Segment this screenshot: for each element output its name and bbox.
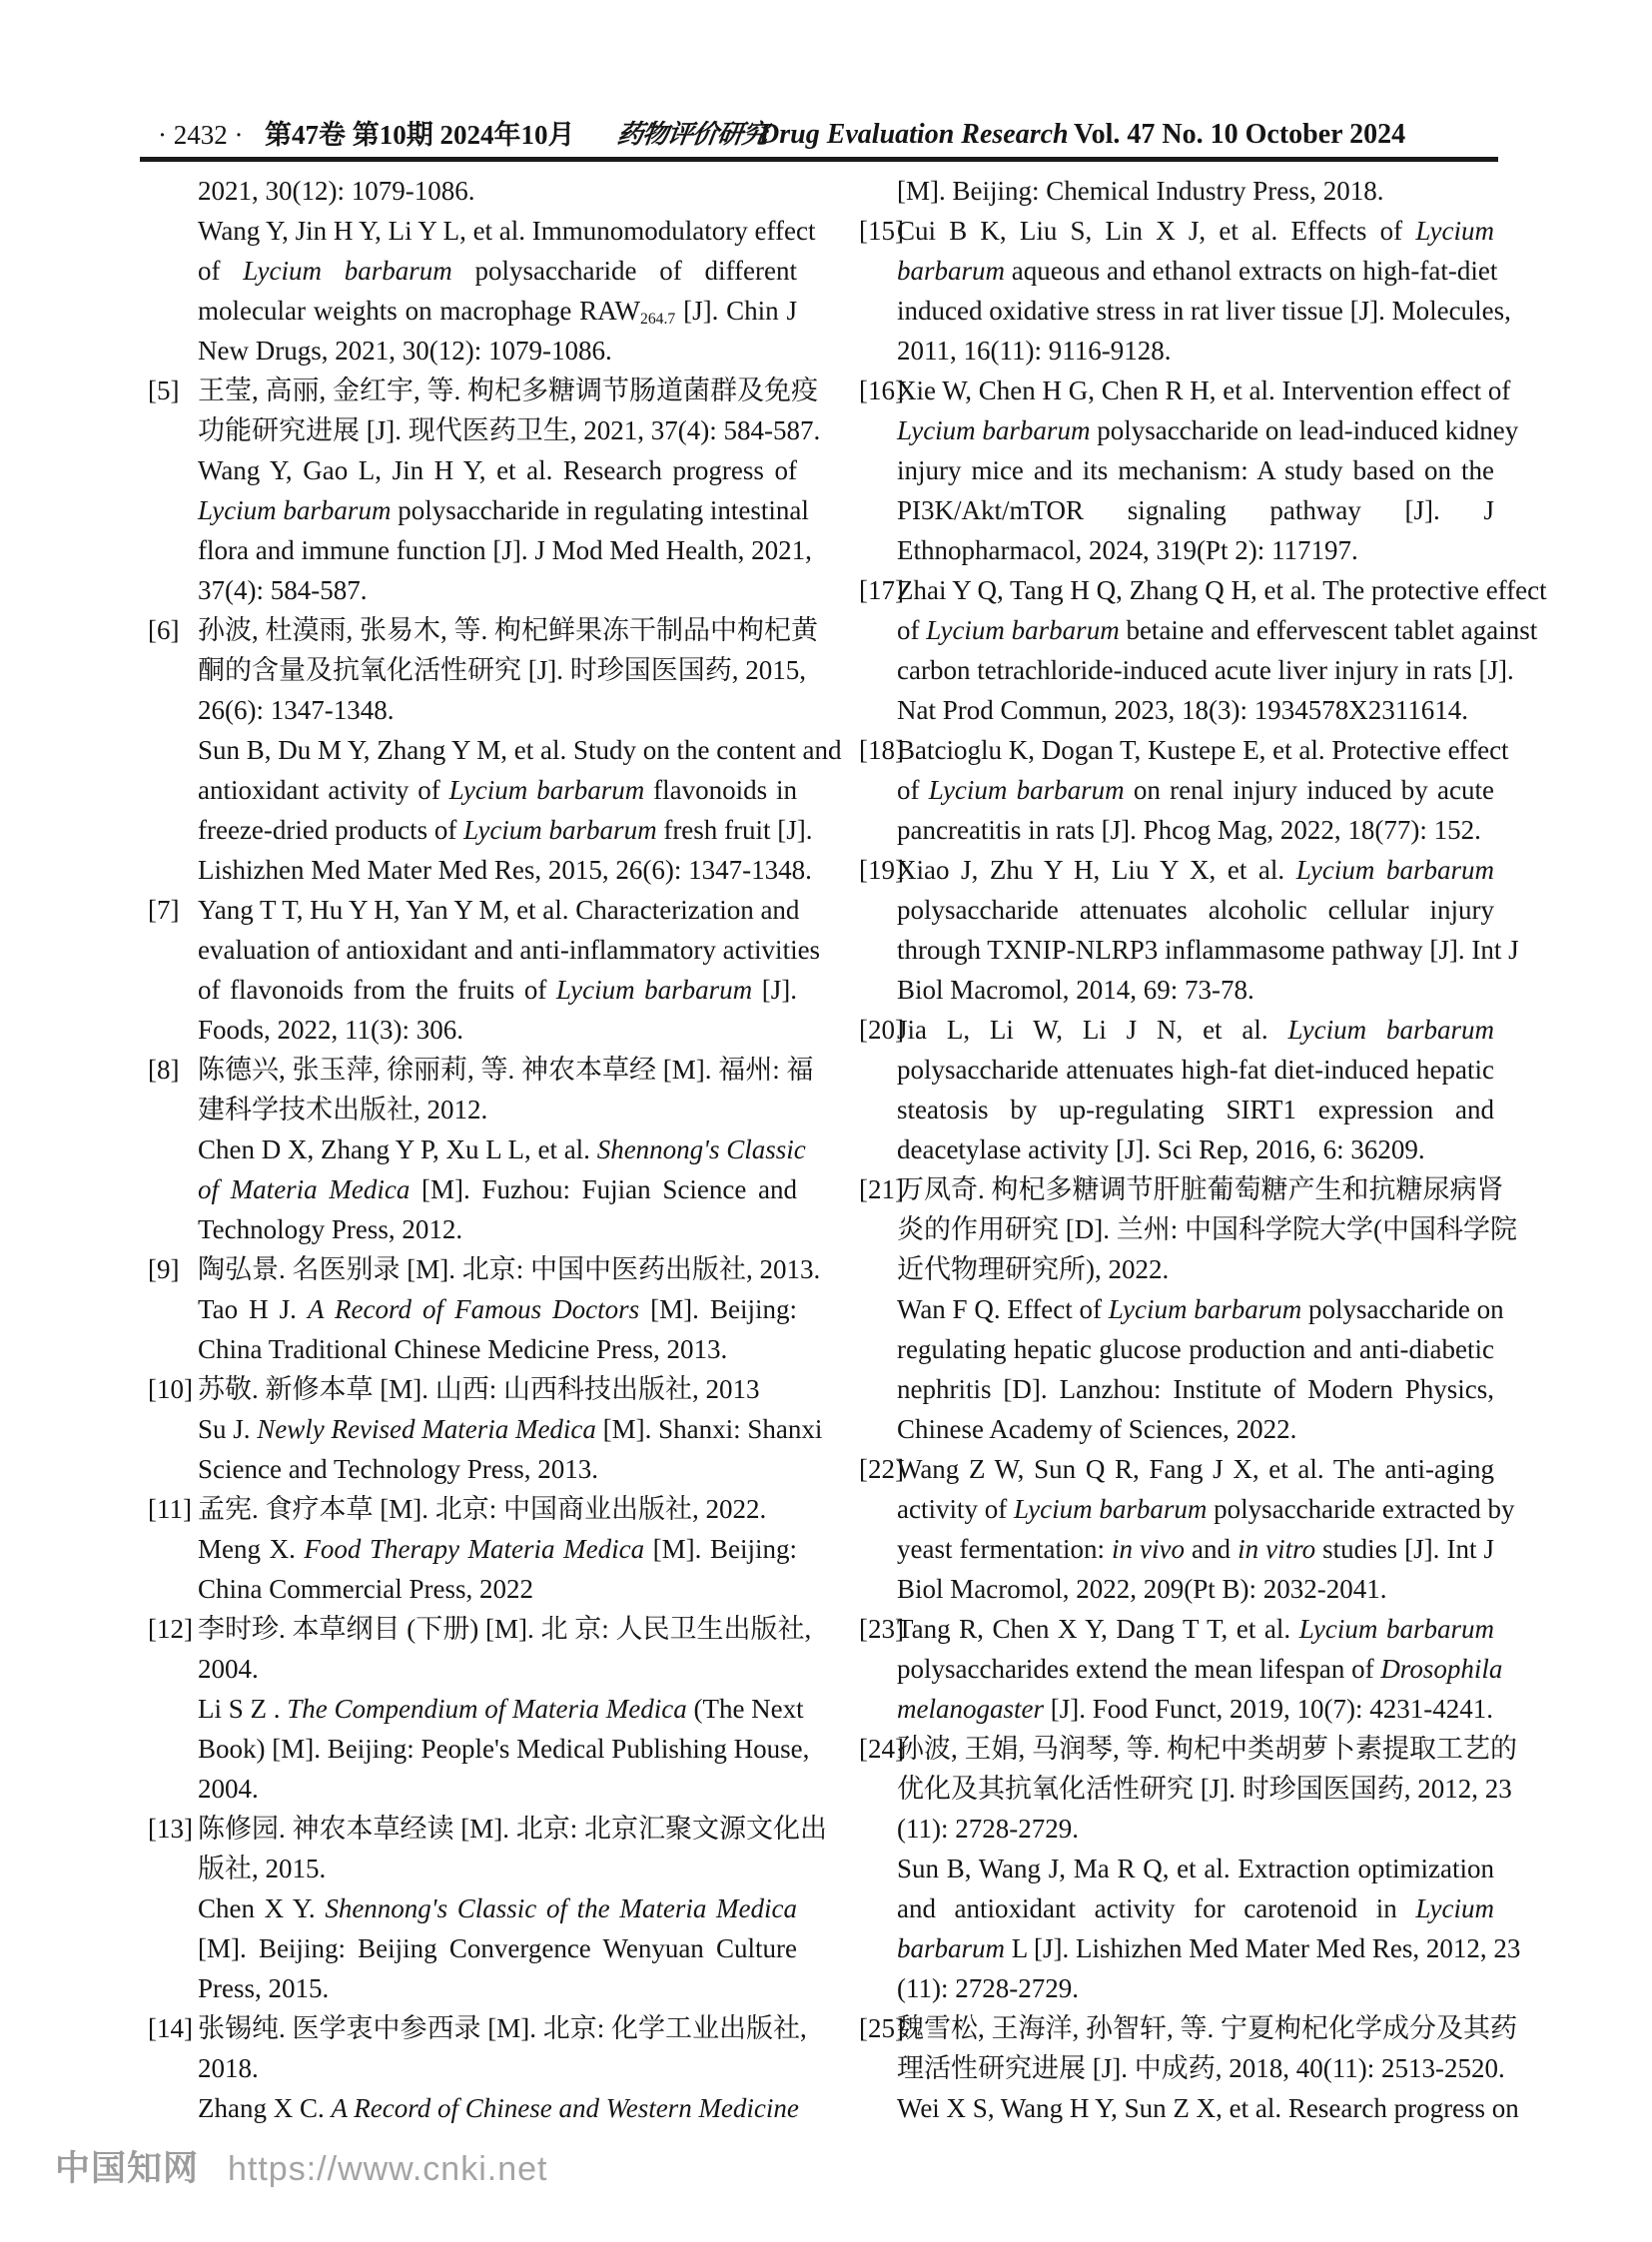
reference-line: [9] 陶弘景. 名医别录 [M]. 北京: 中国中医药出版社, 2013. — [198, 1249, 797, 1289]
reference-line: Foods, 2022, 11(3): 306. — [198, 1015, 464, 1045]
reference-line: Sun B, Du M Y, Zhang Y M, et al. Study on the content and — [198, 735, 842, 765]
reference-line: regulating hepatic glucose production and anti-diabetic — [897, 1334, 1494, 1364]
reference-line: Press, 2015. — [198, 1973, 330, 2003]
reference-line: [17]Zhai Y Q, Tang H Q, Zhang Q H, et al. The protective effect — [897, 570, 1494, 610]
reference-entry — [859, 730, 1509, 850]
reference-line: [22]Wang Z W, Sun Q R, Fang J X, et al. The anti-aging — [897, 1449, 1494, 1489]
reference-number: [7] — [148, 895, 180, 925]
reference-line: [13] 陈修园. 神农本草经读 [M]. 北京: 北京汇聚文源文化出 — [198, 1809, 797, 1849]
reference-entry — [859, 171, 1494, 211]
reference-line: Chen D X, Zhang Y P, Xu L L, et al. Shennong's Classic — [198, 1134, 806, 1164]
reference-line: barbarum aqueous and ethanol extracts on high-fat-diet — [897, 256, 1498, 286]
reference-entry — [148, 1609, 812, 1689]
reference-line: Chinese Academy of Sciences, 2022. — [897, 1414, 1297, 1444]
reference-entry — [148, 1689, 810, 1809]
reference-line: carbon tetrachloride-induced acute liver injury in rats [J]. — [897, 655, 1514, 685]
reference-entry — [148, 1289, 797, 1369]
reference-line: PI3K/Akt/mTOR signaling pathway [J]. J — [897, 495, 1494, 525]
reference-line: 2018. — [198, 2053, 259, 2083]
reference-line: [6] 孙波, 杜漠雨, 张易木, 等. 枸杞鲜果冻干制品中枸杞黄 — [198, 610, 797, 650]
reference-line: induced oxidative stress in rat liver tissue [J]. Molecules, — [897, 296, 1511, 326]
reference-line: Technology Press, 2012. — [198, 1214, 463, 1244]
reference-line: 理活性研究进展 [J]. 中成药, 2018, 40(11): 2513-2520. — [897, 2053, 1505, 2083]
reference-number: [13] — [148, 1814, 193, 1844]
reference-line: of Lycium barbarum betaine and effervescent tablet against — [897, 615, 1538, 645]
reference-line: Biol Macromol, 2014, 69: 73-78. — [897, 975, 1254, 1005]
reference-entry — [859, 850, 1519, 1010]
reference-entry — [148, 371, 821, 450]
reference-entry — [859, 1010, 1494, 1169]
reference-line: activity of Lycium barbarum polysaccharide extracted by — [897, 1494, 1515, 1524]
references-column-left — [148, 171, 842, 2128]
reference-line: pancreatitis in rats [J]. Phcog Mag, 2022, 18(77): 152. — [897, 815, 1481, 845]
reference-entry — [859, 211, 1511, 371]
journal-title-en: Drug Evaluation Research — [759, 119, 1069, 150]
reference-entry — [148, 1489, 797, 1529]
cnki-watermark-url: https://www.cnki.net — [228, 2150, 548, 2188]
reference-line: Chen X Y. Shennong's Classic of the Materia Medica — [198, 1893, 797, 1923]
reference-line: deacetylase activity [J]. Sci Rep, 2016, 6: 36209. — [897, 1134, 1425, 1164]
reference-line: 2011, 16(11): 9116-9128. — [897, 336, 1172, 366]
reference-line: Book) [M]. Beijing: People's Medical Publishing House, — [198, 1734, 810, 1764]
reference-entry — [148, 2008, 807, 2088]
cnki-watermark-logo: 中国知网 — [55, 2149, 200, 2188]
reference-line: Science and Technology Press, 2013. — [198, 1454, 599, 1484]
reference-line: [12] 李时珍. 本草纲目 (下册) [M]. 北 京: 人民卫生出版社, — [198, 1609, 797, 1649]
reference-line: polysaccharide attenuates high-fat diet-induced hepatic — [897, 1055, 1494, 1085]
reference-line: barbarum L [J]. Lishizhen Med Mater Med Res, 2012, 23 — [897, 1933, 1521, 1963]
reference-line: Nat Prod Commun, 2023, 18(3): 1934578X2311614. — [897, 695, 1468, 725]
reference-line: [M]. Beijing: Chemical Industry Press, 2018. — [897, 176, 1384, 206]
reference-line: Wang Y, Gao L, Jin H Y, et al. Research progress of — [198, 455, 797, 485]
reference-line: [14] 张锡纯. 医学衷中参西录 [M]. 北京: 化学工业出版社, — [198, 2008, 797, 2048]
reference-entry — [859, 2008, 1517, 2088]
issue-info-cn: 第47卷 第10期 2024年10月 — [265, 120, 575, 150]
reference-entry — [859, 1609, 1503, 1729]
reference-line: Wan F Q. Effect of Lycium barbarum polysaccharide on — [897, 1294, 1504, 1324]
journal-logo: 药物评价研究 — [615, 120, 770, 149]
reference-entry — [148, 2088, 797, 2128]
reference-line: 优化及其抗氧化活性研究 [J]. 时珍国医国药, 2012, 23 — [897, 1774, 1512, 1804]
reference-line: [8] 陈德兴, 张玉萍, 徐丽莉, 等. 神农本草经 [M]. 福州: 福 — [198, 1050, 797, 1090]
reference-line: Wang Y, Jin H Y, Li Y L, et al. Immunomodulatory effect — [198, 216, 816, 246]
reference-line: of Lycium barbarum polysaccharide of different — [198, 256, 797, 286]
reference-line: [15]Cui B K, Liu S, Lin X J, et al. Effects of Lycium — [897, 211, 1494, 251]
reference-line: [20]Jia L, Li W, Li J N, et al. Lycium barbarum — [897, 1010, 1494, 1050]
header-rule — [140, 157, 1498, 162]
reference-entry — [148, 1529, 797, 1609]
reference-line: nephritis [D]. Lanzhou: Institute of Modern Physics, — [897, 1374, 1494, 1404]
reference-entry — [148, 1809, 827, 1888]
reference-number: [9] — [148, 1254, 180, 1284]
reference-entry — [148, 1888, 797, 2008]
reference-line: antioxidant activity of Lycium barbarum flavonoids in — [198, 775, 797, 805]
reference-line: yeast fermentation: in vivo and in vitro studies [J]. Int J — [897, 1534, 1494, 1564]
reference-line: Lycium barbarum polysaccharide in regulating intestinal — [198, 495, 809, 525]
reference-number: [19] — [859, 855, 904, 885]
reference-line: New Drugs, 2021, 30(12): 1079-1086. — [198, 336, 612, 366]
reference-line: Sun B, Wang J, Ma R Q, et al. Extraction optimization — [897, 1854, 1494, 1883]
reference-line: [19]Xiao J, Zhu Y H, Liu Y X, et al. Lycium barbarum — [897, 850, 1494, 890]
reference-number: [22] — [859, 1454, 904, 1484]
reference-line: [5] 王莹, 高丽, 金红宇, 等. 枸杞多糖调节肠道菌群及免疫 — [198, 371, 797, 410]
reference-line: (11): 2728-2729. — [897, 1814, 1079, 1844]
reference-entry — [859, 1729, 1517, 1849]
reference-number: [10] — [148, 1374, 193, 1404]
reference-line: 版社, 2015. — [198, 1854, 327, 1883]
reference-number: [15] — [859, 216, 904, 246]
reference-line: Ethnopharmacol, 2024, 319(Pt 2): 117197. — [897, 535, 1358, 565]
reference-number: [11] — [148, 1494, 192, 1524]
reference-line: Meng X. Food Therapy Materia Medica [M]. Beijing: — [198, 1534, 797, 1564]
reference-entry — [859, 1449, 1515, 1609]
reference-line: 酮的含量及抗氧化活性研究 [J]. 时珍国医国药, 2015, — [198, 655, 806, 685]
reference-line: Wei X S, Wang H Y, Sun Z X, et al. Research progress on — [897, 2093, 1519, 2123]
reference-line: of Materia Medica [M]. Fuzhou: Fujian Science and — [198, 1174, 797, 1204]
reference-entry — [148, 890, 821, 1050]
reference-entry — [148, 171, 797, 211]
reference-line: polysaccharide attenuates alcoholic cellular injury — [897, 895, 1494, 925]
reference-line: (11): 2728-2729. — [897, 1973, 1079, 2003]
reference-line: melanogaster [J]. Food Funct, 2019, 10(7): 4231-4241. — [897, 1694, 1493, 1724]
reference-line: [18]Batcioglu K, Dogan T, Kustepe E, et al. Protective effect — [897, 730, 1494, 770]
reference-number: [5] — [148, 375, 180, 405]
reference-number: [8] — [148, 1055, 180, 1085]
reference-number: [16] — [859, 375, 904, 405]
reference-line: [23]Tang R, Chen X Y, Dang T T, et al. Lycium barbarum — [897, 1609, 1494, 1649]
volume-issue-en: Vol. 47 No. 10 October 2024 — [1074, 119, 1406, 150]
reference-line: [21]万凤奇. 枸杞多糖调节肝脏葡萄糖产生和抗糖尿病肾 — [897, 1169, 1494, 1209]
reference-line: [7] Yang T T, Hu Y H, Yan Y M, et al. Characterization and — [198, 890, 797, 930]
reference-line: injury mice and its mechanism: A study based on the — [897, 455, 1494, 485]
reference-line: [25]魏雪松, 王海洋, 孙智轩, 等. 宁夏枸杞化学成分及其药 — [897, 2008, 1494, 2048]
reference-line: [11] 孟宪. 食疗本草 [M]. 北京: 中国商业出版社, 2022. — [198, 1489, 797, 1529]
reference-line: freeze-dried products of Lycium barbarum fresh fruit [J]. — [198, 815, 813, 845]
reference-entry — [859, 2088, 1519, 2128]
reference-entry — [859, 1169, 1517, 1289]
reference-line: [24]孙波, 王娟, 马润琴, 等. 枸杞中类胡萝卜素提取工艺的 — [897, 1729, 1494, 1769]
reference-entry — [148, 1369, 797, 1409]
reference-line: molecular weights on macrophage $RAW_{264.7}$ [J]. Chin J — [198, 296, 797, 328]
reference-entry — [148, 1129, 806, 1249]
reference-line: 2021, 30(12): 1079-1086. — [198, 176, 475, 206]
page-footer — [0, 2145, 1652, 2195]
reference-line: [M]. Beijing: Beijing Convergence Wenyuan Culture — [198, 1933, 797, 1963]
reference-line: Zhang X C. A Record of Chinese and Western Medicine — [198, 2093, 799, 2123]
reference-entry — [148, 1409, 823, 1489]
reference-line: flora and immune function [J]. J Mod Med Health, 2021, — [198, 535, 812, 565]
reference-number: [20] — [859, 1015, 904, 1045]
reference-entry — [859, 570, 1547, 730]
reference-entry — [148, 1050, 814, 1129]
reference-entry — [859, 1289, 1504, 1449]
reference-number: [21] — [859, 1174, 904, 1204]
reference-line: China Commercial Press, 2022 — [198, 1574, 533, 1604]
reference-line: 2004. — [198, 1774, 259, 1804]
reference-line: Lishizhen Med Mater Med Res, 2015, 26(6): 1347-1348. — [198, 855, 812, 885]
reference-number: [23] — [859, 1614, 904, 1644]
reference-entry — [859, 371, 1519, 570]
reference-line: Lycium barbarum polysaccharide on lead-induced kidney — [897, 415, 1519, 445]
reference-number: [6] — [148, 615, 180, 645]
reference-number: [12] — [148, 1614, 193, 1644]
reference-line: and antioxidant activity for carotenoid in Lycium — [897, 1893, 1494, 1923]
reference-number: [25] — [859, 2013, 904, 2043]
reference-line: 炎的作用研究 [D]. 兰州: 中国科学院大学(中国科学院 — [897, 1214, 1517, 1244]
reference-line: evaluation of antioxidant and anti-inflammatory activities — [198, 935, 821, 965]
reference-number: [24] — [859, 1734, 904, 1764]
reference-entry — [148, 450, 812, 610]
reference-line: through TXNIP-NLRP3 inflammasome pathway [J]. Int J — [897, 935, 1519, 965]
reference-line: 功能研究进展 [J]. 现代医药卫生, 2021, 37(4): 584-587. — [198, 415, 821, 445]
reference-line: 建科学技术出版社, 2012. — [198, 1095, 488, 1124]
reference-entry — [148, 211, 816, 371]
reference-line: [16]Xie W, Chen H G, Chen R H, et al. Intervention effect of — [897, 371, 1494, 410]
reference-entry — [148, 1249, 821, 1289]
reference-line: of Lycium barbarum on renal injury induced by acute — [897, 775, 1494, 805]
reference-number: [14] — [148, 2013, 193, 2043]
reference-entry — [148, 610, 818, 730]
reference-line: of flavonoids from the fruits of Lycium barbarum [J]. — [198, 975, 797, 1005]
reference-line: 37(4): 584-587. — [198, 575, 368, 605]
reference-line: China Traditional Chinese Medicine Press, 2013. — [198, 1334, 728, 1364]
reference-line: Su J. Newly Revised Materia Medica [M]. Shanxi: Shanxi — [198, 1414, 823, 1444]
reference-line: polysaccharides extend the mean lifespan of Drosophila — [897, 1654, 1503, 1684]
reference-line: Li S Z . The Compendium of Materia Medica (The Next — [198, 1694, 804, 1724]
reference-entry — [148, 730, 842, 890]
reference-number: [17] — [859, 575, 904, 605]
page-number: · 2432 · — [158, 120, 244, 150]
reference-line: 26(6): 1347-1348. — [198, 695, 395, 725]
reference-line: Biol Macromol, 2022, 209(Pt B): 2032-2041. — [897, 1574, 1387, 1604]
reference-line: 2004. — [198, 1654, 259, 1684]
references-column-right — [859, 171, 1547, 2128]
reference-line: [10] 苏敬. 新修本草 [M]. 山西: 山西科技出版社, 2013 — [198, 1369, 797, 1409]
reference-line: Tao H J. A Record of Famous Doctors [M]. Beijing: — [198, 1294, 797, 1324]
reference-number: [18] — [859, 735, 904, 765]
reference-line: 近代物理研究所), 2022. — [897, 1254, 1170, 1284]
reference-line: steatosis by up-regulating SIRT1 expression and — [897, 1095, 1494, 1124]
reference-entry — [859, 1849, 1521, 2008]
